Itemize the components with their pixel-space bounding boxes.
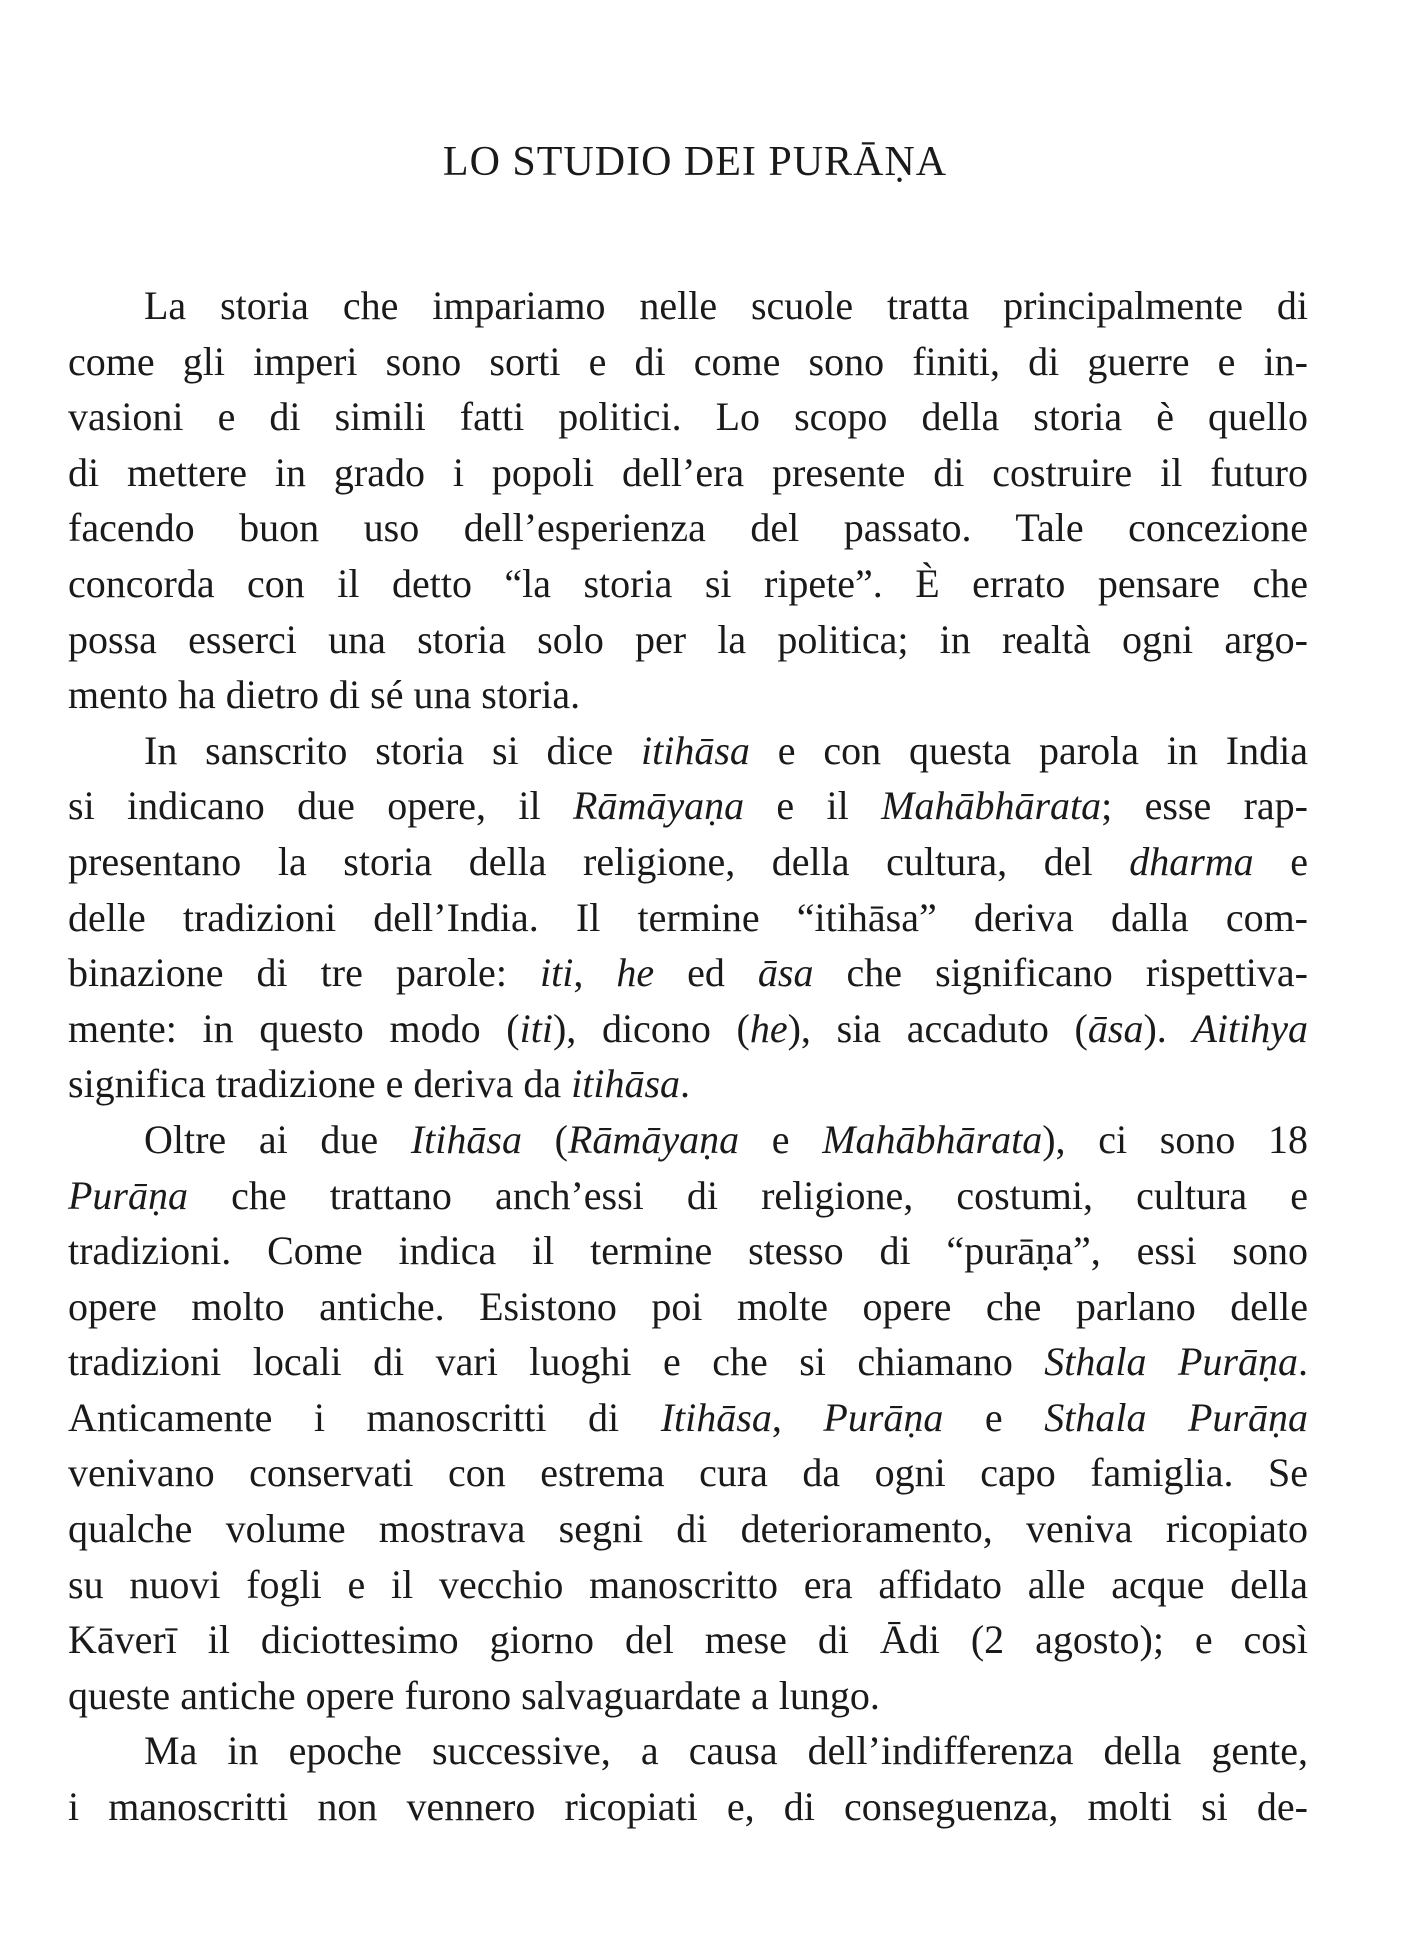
italic-term: iti [519,1005,553,1051]
text-segment: In sanscrito storia si dice [144,727,641,773]
text-segment: che significano rispettiva- [813,950,1308,996]
text-line [68,1334,1308,1390]
italic-term: itihāsa [571,1061,681,1107]
text-segment: qualche volume mostrava segni di deterioramento, veniva ricopiato [68,1506,1308,1552]
text-line [68,834,1308,890]
text-line [68,500,1308,556]
text-segment: ). [1143,1005,1193,1051]
italic-term: he [749,1005,788,1051]
text-segment: e il [744,783,882,829]
italic-term: Itihāsa [410,1116,522,1162]
text-line [68,1445,1308,1501]
text-segment: presentano la storia della religione, della cultura, del [68,838,1130,884]
text-segment: La storia che impariamo nelle scuole tratta principalmente di [144,283,1308,328]
text-line [68,1279,1308,1335]
text-segment: binazione di tre parole: [68,950,540,996]
text-segment: possa esserci una storia solo per la politica; in realtà ogni argo- [68,616,1308,662]
text-line [68,1001,1308,1057]
text-line [68,445,1308,501]
text-line [68,1557,1308,1613]
text-segment: venivano conservati con estrema cura da ogni capo famiglia. Se [68,1450,1308,1496]
text-line [68,389,1308,445]
italic-term: āsa [1087,1005,1144,1051]
text-segment: facendo buon uso dell’esperienza del passato. Tale concezione [68,505,1308,551]
text-line [68,612,1308,668]
italic-term: āsa [757,950,814,996]
italic-term: Itihāsa [660,1394,772,1440]
text-segment: ), ci sono 18 [1042,1116,1308,1162]
text-segment: , [573,950,617,996]
text-line [68,1112,1308,1168]
italic-term: dharma [1129,838,1254,884]
text-segment: ), sia accaduto ( [787,1005,1088,1051]
text-segment: Ma in epoche successive, a causa dell’indifferenza della gente, [144,1728,1308,1774]
text-line [68,1668,1308,1724]
text-line [68,556,1308,612]
italic-term: Purāṇa [823,1394,944,1440]
text-line [68,778,1308,834]
text-segment: tradizioni. Come indica il termine stesso di “purāṇa”, essi sono [68,1228,1308,1274]
text-line [68,1723,1308,1779]
italic-term: Rāmāyaṇa [568,1116,740,1162]
text-segment: concorda con il detto “la storia si ripete”. È errato pensare che [68,560,1308,606]
text-segment: ; esse rap- [1101,783,1308,829]
text-line [68,1168,1308,1224]
text-segment: ed [654,950,758,996]
italic-term: itihāsa [640,727,750,773]
text-segment: Anticamente i manoscritti di [68,1394,661,1440]
text-segment: Oltre ai due [144,1116,411,1162]
italic-term: Rāmāyaṇa [573,783,745,829]
text-segment: queste antiche opere furono salvaguardate a lungo. [68,1672,880,1718]
text-line [68,278,1308,334]
text-line [68,1390,1308,1446]
text-line [68,890,1308,946]
text-line [68,334,1308,390]
text-segment: e [1253,838,1308,884]
italic-term: Sthala Purāṇa [1044,1339,1298,1385]
text-segment: i manoscritti non vennero ricopiati e, di conseguenza, molti si de- [68,1784,1308,1830]
text-segment: opere molto antiche. Esistono poi molte opere che parlano delle [68,1283,1308,1329]
italic-term: Aitihya [1192,1005,1308,1051]
text-segment: come gli imperi sono sorti e di come sono finiti, di guerre e in- [68,338,1308,384]
text-line [68,667,1308,723]
text-segment: su nuovi fogli e il vecchio manoscritto era affidato alle acque della [68,1561,1308,1607]
text-line [68,1612,1308,1668]
text-segment: e [943,1394,1045,1440]
text-segment: e con questa parola in India [749,727,1308,773]
text-line [68,945,1308,1001]
text-segment: e [739,1116,823,1162]
italic-term: Mahābhārata [822,1116,1043,1162]
text-segment: si indicano due opere, il [68,783,573,829]
text-segment: mento ha dietro di sé una storia. [68,672,581,718]
text-segment: significa tradizione e deriva da [68,1061,572,1107]
text-segment: delle tradizioni dell’India. Il termine “itihāsa” deriva dalla com- [68,894,1308,940]
italic-term: Purāṇa [68,1172,188,1218]
text-line [68,1779,1308,1835]
italic-term: iti [539,950,574,996]
text-segment: mente: in questo modo ( [68,1005,520,1051]
text-segment: ), dicono ( [552,1005,750,1051]
text-segment: vasioni e di simili fatti politici. Lo scopo della storia è quello [68,394,1308,440]
text-line [68,1223,1308,1279]
text-segment: tradizioni locali di vari luoghi e che si chiamano [68,1339,1045,1385]
italic-term: he [616,950,655,996]
body-text [68,278,1308,1835]
text-line [68,723,1308,779]
chapter-title: LO STUDIO DEI PURĀṆA [442,139,948,185]
text-segment: , [771,1394,824,1440]
italic-term: Sthala Purāṇa [1044,1394,1309,1440]
text-segment: Kāverī il diciottesimo giorno del mese di Ādi (2 agosto); e così [68,1617,1308,1663]
text-segment: . [1298,1339,1308,1385]
text-segment: di mettere in grado i popoli dell’era presente di costruire il futuro [68,449,1308,495]
text-segment: che trattano anch’essi di religione, costumi, cultura e [188,1172,1308,1218]
text-line [68,1501,1308,1557]
text-segment: . [680,1061,691,1107]
italic-term: Mahābhārata [881,783,1102,829]
text-segment: ( [521,1116,568,1162]
text-line [68,1056,1308,1112]
